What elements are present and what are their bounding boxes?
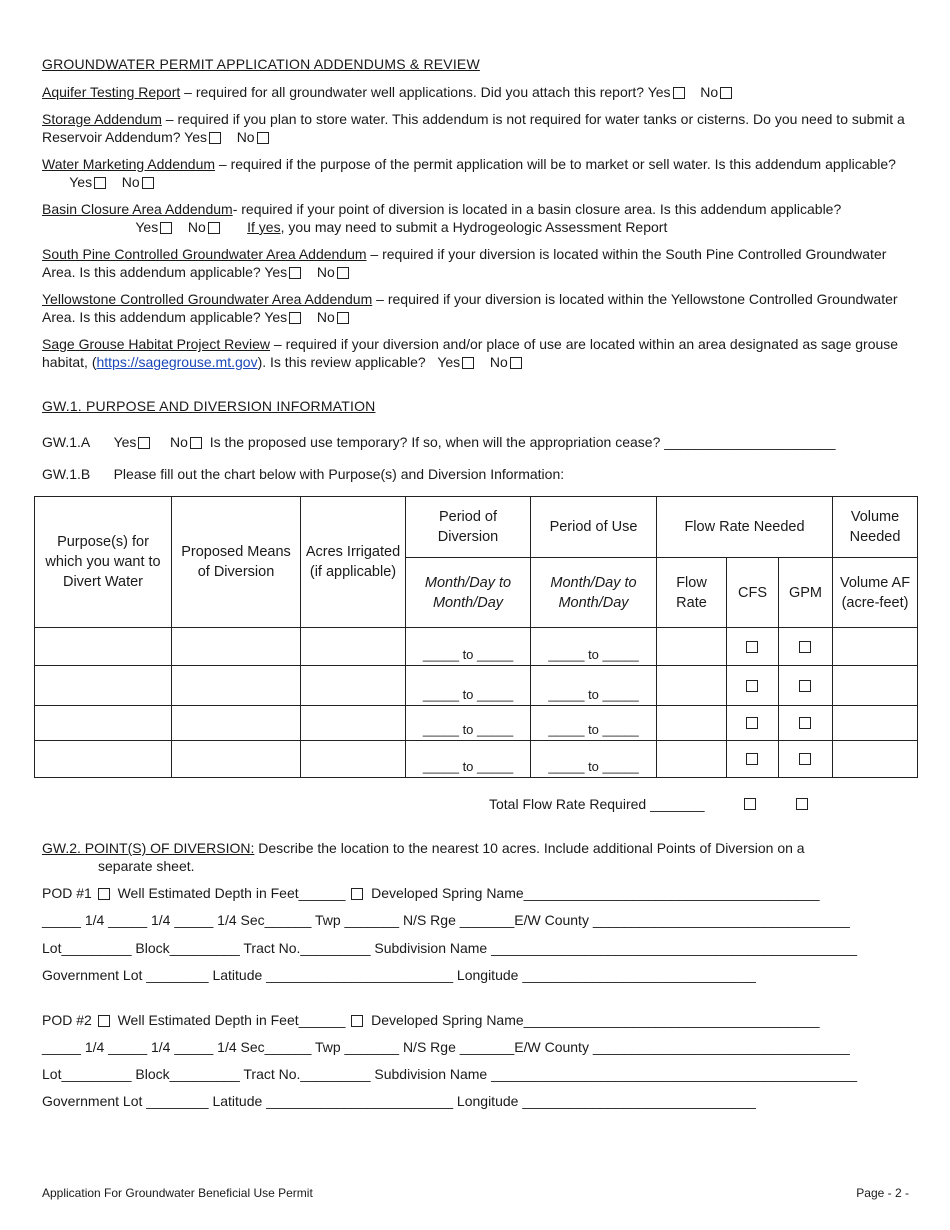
table-row xyxy=(35,666,918,706)
cfs-cell xyxy=(727,666,779,706)
marketing-yes-checkbox[interactable] xyxy=(94,177,106,189)
col-volaf-header: Volume AF (acre-feet) xyxy=(833,558,918,628)
period-use-cell[interactable]: _____ to _____ xyxy=(531,666,657,706)
pod2-spring-checkbox[interactable] xyxy=(351,1015,363,1027)
means-cell[interactable] xyxy=(172,628,301,666)
col-means-header: Proposed Means of Diversion xyxy=(172,497,301,628)
storage-item xyxy=(42,110,912,146)
gw1b-text: Please fill out the chart below with Purpose(s) and Diversion Information: xyxy=(113,466,565,482)
cfs-checkbox[interactable] xyxy=(746,680,758,692)
sagegrouse-text: – required if your diversion and/or place of use are located within an area designated as sage grouse habitat, ( xyxy=(42,336,899,370)
gpm-cell xyxy=(779,628,833,666)
gpm-checkbox[interactable] xyxy=(799,753,811,765)
page-number: Page - 2 - xyxy=(856,1186,909,1200)
period-use-cell[interactable]: _____ to _____ xyxy=(531,706,657,741)
volume-cell[interactable] xyxy=(833,628,918,666)
pod2-lot[interactable]: Lot_________ Block_________ Tract No._________ Subdivision Name _______________________________________________ xyxy=(42,1066,858,1082)
basin-no-checkbox[interactable] xyxy=(208,222,220,234)
sagegrouse-no-checkbox[interactable] xyxy=(510,357,522,369)
aquifer-text: – required for all groundwater well applications. Did you attach this report? xyxy=(180,84,648,100)
total-cfs-checkbox[interactable] xyxy=(744,798,756,810)
gpm-checkbox[interactable] xyxy=(799,717,811,729)
sagegrouse-link[interactable]: https://sagegrouse.mt.gov xyxy=(96,354,258,370)
means-cell[interactable] xyxy=(172,666,301,706)
sagegrouse-item xyxy=(42,335,912,371)
gw1a-row xyxy=(42,434,912,450)
cfs-cell xyxy=(727,706,779,741)
col-period-use-header: Period of Use xyxy=(531,497,657,558)
southpine-label: South Pine Controlled Groundwater Area Addendum xyxy=(42,246,367,262)
aquifer-item xyxy=(42,83,912,101)
means-cell[interactable] xyxy=(172,741,301,778)
col-acres-header: Acres Irrigated (if applicable) xyxy=(301,497,406,628)
footer-title: Application For Groundwater Beneficial Use Permit xyxy=(42,1186,313,1200)
yellowstone-yes-checkbox[interactable] xyxy=(289,312,301,324)
sagegrouse-label: Sage Grouse Habitat Project Review xyxy=(42,336,270,352)
flowrate-cell[interactable] xyxy=(657,628,727,666)
yellowstone-no-label: No xyxy=(316,309,335,325)
sagegrouse-yes-label: Yes xyxy=(437,354,461,370)
yellowstone-no-checkbox[interactable] xyxy=(337,312,349,324)
col-period-div-header: Period of Diversion xyxy=(406,497,531,558)
southpine-no-checkbox[interactable] xyxy=(337,267,349,279)
pod2-legal[interactable]: _____ 1/4 _____ 1/4 _____ 1/4 Sec______ Twp _______ N/S Rge _______E/W County _________________________________ xyxy=(42,1039,850,1055)
table-row xyxy=(35,706,918,741)
marketing-item xyxy=(42,155,912,191)
col-flow-header: Flow Rate Needed xyxy=(657,497,833,558)
aquifer-label: Aquifer Testing Report xyxy=(42,84,181,100)
yellowstone-yes-label: Yes xyxy=(264,309,288,325)
gw1a-question: Is the proposed use temporary? If so, when will the appropriation cease? ______________________ xyxy=(209,434,836,450)
pod1-legal[interactable]: _____ 1/4 _____ 1/4 _____ 1/4 Sec______ Twp _______ N/S Rge _______E/W County _________________________________ xyxy=(42,912,850,928)
gpm-checkbox[interactable] xyxy=(799,641,811,653)
marketing-text: – required if the purpose of the permit application will be to market or sell water. Is this addendum applicable? xyxy=(215,156,896,172)
cfs-cell xyxy=(727,741,779,778)
total-flow-label: Total Flow Rate Required _______ xyxy=(489,796,705,812)
southpine-no-label: No xyxy=(316,264,335,280)
marketing-label: Water Marketing Addendum xyxy=(42,156,216,172)
col-cfs-header: CFS xyxy=(727,558,779,628)
flowrate-cell[interactable] xyxy=(657,706,727,741)
acres-cell[interactable] xyxy=(301,666,406,706)
period-div-cell[interactable]: _____ to _____ xyxy=(406,741,531,778)
acres-cell[interactable] xyxy=(301,741,406,778)
aquifer-no-checkbox[interactable] xyxy=(720,87,732,99)
period-div-cell[interactable]: _____ to _____ xyxy=(406,628,531,666)
addendums-title: GROUNDWATER PERMIT APPLICATION ADDENDUMS & REVIEW xyxy=(42,56,480,72)
volume-cell[interactable] xyxy=(833,706,918,741)
basin-label: Basin Closure Area Addendum xyxy=(42,201,233,217)
period-div-cell[interactable]: _____ to _____ xyxy=(406,666,531,706)
basin-no-label: No xyxy=(187,219,206,235)
pod2-row xyxy=(42,1012,912,1028)
yellowstone-label: Yellowstone Controlled Groundwater Area Addendum xyxy=(42,291,373,307)
basin-ifyes-text: , you may need to submit a Hydrogeologic Assessment Report xyxy=(280,219,668,235)
pod1-govlot[interactable]: Government Lot ________ Latitude ________________________ Longitude ______________________________ xyxy=(42,967,756,983)
table-row xyxy=(35,628,918,666)
cfs-checkbox[interactable] xyxy=(746,641,758,653)
storage-text: – required if you plan to store water. This addendum is not required for water tanks or cisterns. Do you need to submit a Reservoir Addendum? xyxy=(42,111,905,145)
purpose-cell[interactable] xyxy=(35,706,172,741)
gpm-cell xyxy=(779,741,833,778)
col-monthday-use: Month/Day to Month/Day xyxy=(531,558,657,628)
marketing-no-label: No xyxy=(121,174,140,190)
sagegrouse-yes-checkbox[interactable] xyxy=(462,357,474,369)
gpm-cell xyxy=(779,706,833,741)
sagegrouse-no-label: No xyxy=(489,354,508,370)
period-div-cell[interactable]: _____ to _____ xyxy=(406,706,531,741)
pod1-lot[interactable]: Lot_________ Block_________ Tract No._________ Subdivision Name _______________________________________________ xyxy=(42,940,858,956)
basin-text: - required if your point of diversion is located in a basin closure area. Is this addendum applicable? xyxy=(232,201,842,217)
storage-no-label: No xyxy=(236,129,255,145)
sagegrouse-text2: ). Is this review applicable? xyxy=(257,354,430,370)
gw1-title: GW.1. PURPOSE AND DIVERSION INFORMATION xyxy=(42,398,376,414)
pod2-well-checkbox[interactable] xyxy=(98,1015,110,1027)
flowrate-cell[interactable] xyxy=(657,741,727,778)
gw1b-label: GW.1.B xyxy=(42,466,91,482)
pod2-label: POD #2 xyxy=(42,1012,92,1028)
pod1-spring-label: Developed Spring Name______________________________________ xyxy=(371,885,820,901)
gw2-desc: Describe the location to the nearest 10 acres. Include additional Points of Diversion on a xyxy=(254,840,805,856)
col-flowrate-header: Flow Rate xyxy=(657,558,727,628)
gw1a-label: GW.1.A xyxy=(42,434,91,450)
yellowstone-text: – required if your diversion is located within the Yellowstone Controlled Groundwater Area. Is this addendum applicable? xyxy=(42,291,898,325)
volume-cell[interactable] xyxy=(833,666,918,706)
col-purpose-header: Purpose(s) for which you want to Divert Water xyxy=(35,497,172,628)
period-use-cell[interactable]: _____ to _____ xyxy=(531,741,657,778)
diversion-table xyxy=(34,496,918,778)
storage-no-checkbox[interactable] xyxy=(257,132,269,144)
gw1a-no-label: No xyxy=(169,434,188,450)
gw1b-row xyxy=(42,466,912,482)
marketing-yes-label: Yes xyxy=(69,174,93,190)
pod2-govlot[interactable]: Government Lot ________ Latitude ________________________ Longitude ______________________________ xyxy=(42,1093,756,1109)
pod1-label: POD #1 xyxy=(42,885,92,901)
total-gpm-checkbox[interactable] xyxy=(796,798,808,810)
col-volume-header: Volume Needed xyxy=(833,497,918,558)
marketing-no-checkbox[interactable] xyxy=(142,177,154,189)
gw1a-yes-label: Yes xyxy=(113,434,137,450)
pod1-spring-checkbox[interactable] xyxy=(351,888,363,900)
pod1-row xyxy=(42,885,912,901)
cfs-cell xyxy=(727,628,779,666)
flowrate-cell[interactable] xyxy=(657,666,727,706)
col-gpm-header: GPM xyxy=(779,558,833,628)
storage-label: Storage Addendum xyxy=(42,111,162,127)
yellowstone-item xyxy=(42,290,912,326)
storage-yes-checkbox[interactable] xyxy=(209,132,221,144)
pod1-well-checkbox[interactable] xyxy=(98,888,110,900)
gw2-heading xyxy=(42,840,912,856)
basin-yes-checkbox[interactable] xyxy=(160,222,172,234)
cfs-checkbox[interactable] xyxy=(746,753,758,765)
basin-item xyxy=(42,200,912,236)
aquifer-yes-label: Yes xyxy=(647,84,671,100)
volume-cell[interactable] xyxy=(833,741,918,778)
southpine-yes-checkbox[interactable] xyxy=(289,267,301,279)
means-cell[interactable] xyxy=(172,706,301,741)
purpose-cell[interactable] xyxy=(35,628,172,666)
aquifer-no-label: No xyxy=(700,84,719,100)
acres-cell[interactable] xyxy=(301,628,406,666)
purpose-cell[interactable] xyxy=(35,666,172,706)
acres-cell[interactable] xyxy=(301,706,406,741)
gw2-title: GW.2. POINT(S) OF DIVERSION: xyxy=(42,840,255,856)
storage-yes-label: Yes xyxy=(184,129,208,145)
purpose-cell[interactable] xyxy=(35,741,172,778)
table-row xyxy=(35,741,918,778)
gw1a-no-checkbox[interactable] xyxy=(190,437,202,449)
southpine-yes-label: Yes xyxy=(264,264,288,280)
gpm-checkbox[interactable] xyxy=(799,680,811,692)
gw2-desc2: separate sheet. xyxy=(98,858,195,874)
pod1-well-label: Well Estimated Depth in Feet______ xyxy=(117,885,346,901)
southpine-item xyxy=(42,245,912,281)
pod2-well-label: Well Estimated Depth in Feet______ xyxy=(117,1012,346,1028)
aquifer-yes-checkbox[interactable] xyxy=(673,87,685,99)
gw1a-yes-checkbox[interactable] xyxy=(138,437,150,449)
basin-yes-label: Yes xyxy=(135,219,159,235)
pod2-spring-label: Developed Spring Name______________________________________ xyxy=(371,1012,820,1028)
period-use-cell[interactable]: _____ to _____ xyxy=(531,628,657,666)
gpm-cell xyxy=(779,666,833,706)
col-monthday-div: Month/Day to Month/Day xyxy=(406,558,531,628)
basin-ifyes: If yes xyxy=(247,219,281,235)
cfs-checkbox[interactable] xyxy=(746,717,758,729)
southpine-text: – required if your diversion is located within the South Pine Controlled Groundwater Area. Is this addendum applicable? xyxy=(42,246,887,280)
